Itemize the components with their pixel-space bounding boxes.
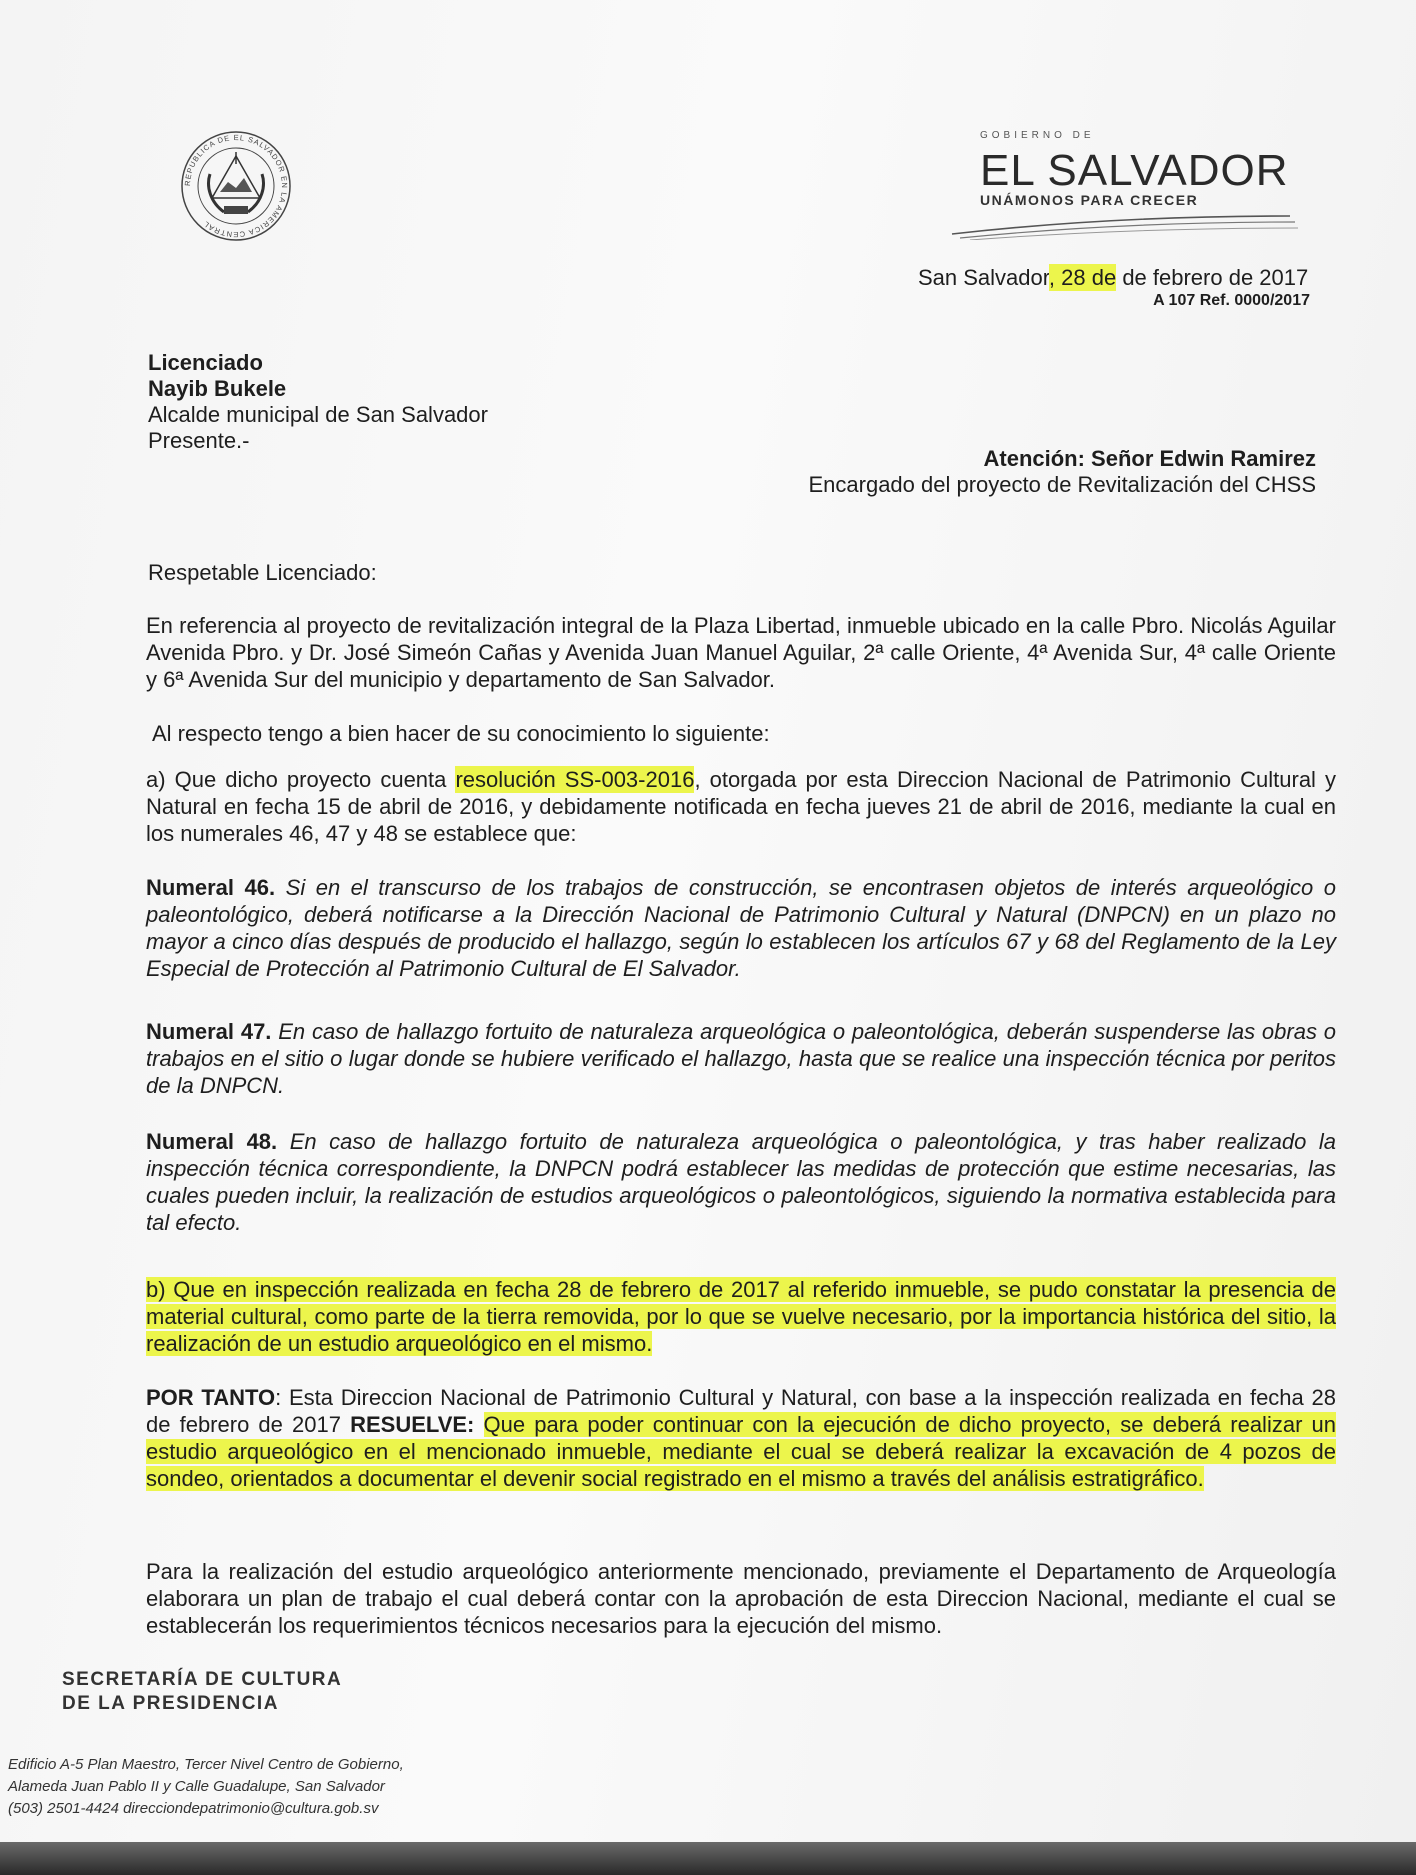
secretaria-label	[62, 1668, 342, 1716]
logo-slogan: UNÁMONOS PARA CRECER	[980, 192, 1199, 208]
letter-date	[918, 265, 1308, 291]
por-tanto-text: : Esta Direccion Nacional de Patrimonio Cultural y Natural, con base a la inspección realizada en fecha 28 de febrero de 2017	[146, 1385, 1336, 1437]
numeral-47-text: En caso de hallazgo fortuito de naturaleza arqueológica o paleontológica, deberán suspenderse las obras o trabajos en el sitio o lugar donde se hubiere verificado el hallazgo, hasta que se realice una inspección técnica por peritos de la DNPCN.	[146, 1019, 1337, 1098]
paragraph-reference: En referencia al proyecto de revitalización integral de la Plaza Libertad, inmueble ubicado en la calle Pbro. Nicolás Aguilar Avenida Pbro. y Dr. José Simeón Cañas y Avenida Juan Manuel Aguilar, 2ª calle Oriente, 4ª Avenida Sur, 4ª calle Oriente y 6ª Avenida Sur del municipio y departamento de San Salvador.	[146, 613, 1336, 692]
svg-text:REPUBLICA DE EL SALVADOR EN LA	[183, 133, 289, 239]
por-tanto-label: POR TANTO	[146, 1385, 276, 1410]
paragraph-por-tanto	[146, 1384, 1336, 1492]
numeral-46	[146, 874, 1336, 982]
logo-main-text: EL SALVADOR	[980, 146, 1289, 195]
numeral-46-label: Numeral 46.	[146, 875, 276, 900]
paragraph-b-highlight: b) Que en inspección realizada en fecha 28 de febrero de 2017 al referido inmueble, se pudo constatar la presencia de material cultural, como parte de la tierra removida, por lo que se vuelve necesario, por la importancia histórica del sitio, la realización de un estudio arqueológico en el mismo.	[146, 1277, 1336, 1356]
paragraph-last: Para la realización del estudio arqueológico anteriormente mencionado, previamente el Departamento de Arqueología elaborara un plan de trabajo el cual deberá contar con la aprobación de esta Direccion Nacional, mediante el cual se establecerán los requerimientos técnicos necesarios para la ejecución del mismo.	[146, 1559, 1336, 1638]
paragraph-a	[146, 766, 1336, 847]
resuelve-highlight: Que para poder continuar con la ejecución de dicho proyecto, se deberá realizar un estudio arqueológico en el mencionado inmueble, mediante el cual se deberá realizar la excavación de 4 pozos de sondeo, orientados a documentar el devenir social registrado en el mismo a través del análisis estratigráfico.	[146, 1412, 1336, 1491]
secretaria-line-1: SECRETARÍA DE CULTURA	[62, 1669, 343, 1690]
paragraph-respect: Al respecto tengo a bien hacer de su conocimiento lo siguiente:	[152, 721, 770, 746]
secretaria-line-2: DE LA PRESIDENCIA	[62, 1693, 279, 1714]
addressee-block	[148, 350, 488, 454]
coat-of-arms-icon	[180, 130, 292, 242]
page-bottom-shadow	[0, 1842, 1416, 1875]
date-place: San Salvador	[918, 265, 1049, 290]
footer-address	[8, 1754, 404, 1820]
salutation: Respetable Licenciado:	[148, 560, 377, 585]
resolution-highlight: resolución SS-003-2016	[455, 767, 695, 792]
attention-block	[808, 446, 1316, 498]
seal-ring-text: REPUBLICA DE EL SALVADOR EN LA AMERICA CENTRAL	[182, 132, 290, 240]
addressee-closing: Presente.-	[148, 428, 250, 453]
addressee-name: Nayib Bukele	[148, 376, 287, 401]
numeral-48-text: En caso de hallazgo fortuito de naturaleza arqueológica o paleontológica, y tras haber realizado la inspección técnica correspondiente, la DNPCN podrá establecer las medidas de protección que estime necesarias, las cuales pueden incluir, la realización de estudios arqueológicos o paleontológicos, siguiendo la normativa establecida para tal efecto.	[146, 1129, 1336, 1235]
numeral-48	[146, 1128, 1336, 1236]
government-logo	[950, 130, 1300, 240]
address-line-2: Alameda Juan Pablo II y Calle Guadalupe, San Salvador	[8, 1778, 385, 1795]
paragraph-b	[146, 1276, 1336, 1357]
date-day-highlight: , 28 de	[1048, 265, 1117, 290]
date-day: 28	[1061, 265, 1086, 290]
addressee-position: Alcalde municipal de San Salvador	[148, 402, 488, 427]
numeral-48-label: Numeral 48.	[146, 1129, 278, 1154]
attention-role: Encargado del proyecto de Revitalización del CHSS	[808, 472, 1316, 497]
address-line-1: Edificio A-5 Plan Maestro, Tercer Nivel Centro de Gobierno,	[8, 1756, 404, 1773]
addressee-title: Licenciado	[148, 350, 263, 375]
numeral-47	[146, 1018, 1336, 1099]
swoosh-icon	[950, 202, 1300, 240]
date-rest: de febrero de 2017	[1122, 265, 1309, 290]
resuelve-label: RESUELVE:	[350, 1412, 475, 1437]
numeral-47-label: Numeral 47.	[146, 1019, 272, 1044]
contact-line: (503) 2501-4424 direcciondepatrimonio@cultura.gob.sv	[8, 1800, 379, 1817]
logo-top-text: GOBIERNO DE	[980, 130, 1095, 141]
numeral-46-text: Si en el transcurso de los trabajos de construcción, se encontrasen objetos de interés arqueológico o paleontológico, deberá notificarse a la Dirección Nacional de Patrimonio Cultural y Natural (DNPCN) en un plazo no mayor a cinco días después de producido el hallazgo, según lo establecen los artículos 67 y 68 del Reglamento de la Ley Especial de Protección al Patrimonio Cultural de El Salvador.	[146, 875, 1336, 981]
reference-number: A 107 Ref. 0000/2017	[1153, 292, 1310, 309]
paragraph-a-rest: , otorgada por esta Direccion Nacional de Patrimonio Cultural y Natural en fecha 15 de abril de 2016, y debidamente notificada en fecha jueves 21 de abril de 2016, mediante la cual en los numerales 46, 47 y 48 se establece que:	[146, 767, 1336, 846]
paragraph-a-start: a) Que dicho proyecto cuenta	[146, 767, 447, 792]
attention-label: Atención: Señor Edwin Ramirez	[983, 446, 1316, 471]
